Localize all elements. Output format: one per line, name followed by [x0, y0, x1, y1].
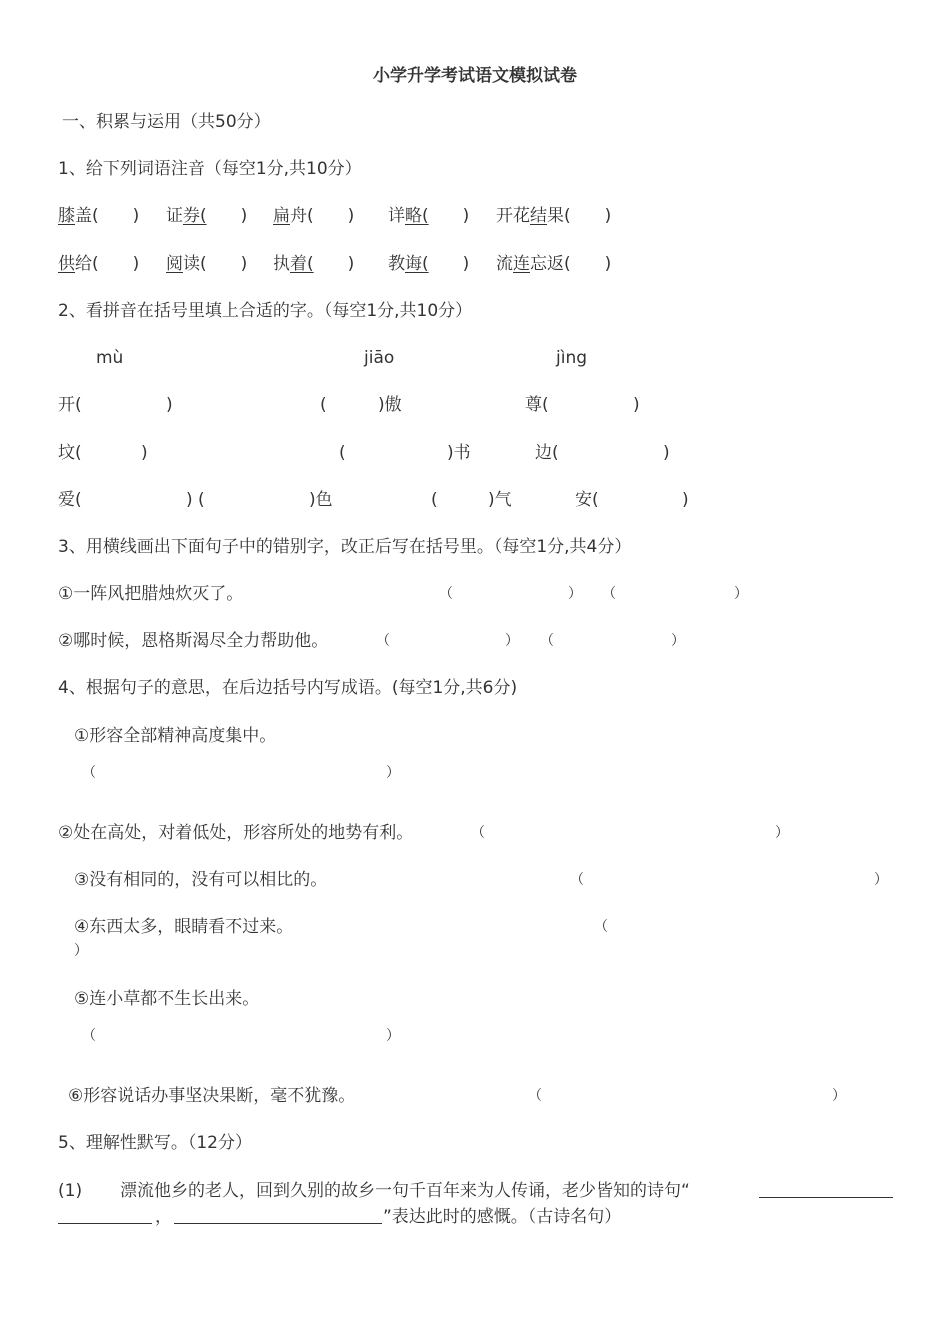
pinyin: jiāo	[364, 348, 395, 368]
q2-fill: 边(	[535, 443, 559, 463]
q2-fill: 尊(	[525, 395, 549, 415]
q2-fill: )	[663, 443, 670, 463]
fill-blank	[174, 1205, 382, 1231]
q2-fill: )	[682, 490, 689, 510]
answer-paren: ）	[671, 633, 685, 649]
answer-paren: （	[594, 919, 608, 935]
answer-paren: ）	[775, 825, 789, 841]
q2-fill: )	[166, 395, 173, 415]
comma: ，	[155, 1207, 172, 1227]
q4-item: ②处在高处，对着低处，形容所处的地势有利。	[58, 823, 414, 843]
q4-item: ⑤连小草都不生长出来。	[74, 989, 260, 1009]
q2-fill: (	[431, 490, 438, 510]
q2-fill: 坟(	[58, 443, 82, 463]
answer-paren: （	[602, 586, 616, 602]
q5-number: (1)	[58, 1181, 83, 1201]
q1-item: 扁舟( )	[273, 206, 355, 226]
q1-item: 阅读( )	[166, 254, 248, 274]
q1-item: 开花结果( )	[496, 206, 612, 226]
q3-sentence: ①一阵风把腊烛炊灭了。	[58, 584, 244, 604]
answer-paren: ）	[832, 1088, 846, 1104]
q2-fill: 安(	[575, 490, 599, 510]
q1-item: 供给( )	[58, 254, 140, 274]
answer-paren: ）	[386, 1028, 400, 1044]
answer-paren: （	[82, 765, 96, 781]
q5-text: 漂流他乡的老人，回到久别的故乡一句千百年来为人传诵，老少皆知的诗句“	[120, 1181, 690, 1201]
q2-fill: 开(	[58, 395, 82, 415]
q4-item: ⑥形容说话办事坚决果断，毫不犹豫。	[68, 1086, 356, 1106]
q2-fill: ) (	[186, 490, 205, 510]
q2-fill: (	[339, 443, 346, 463]
pinyin: jìng	[556, 348, 588, 368]
q4-item: ①形容全部精神高度集中。	[74, 726, 277, 746]
answer-paren: ）	[734, 586, 748, 602]
q2-fill: )色	[309, 490, 333, 510]
answer-paren: （	[570, 872, 584, 888]
answer-paren: ）	[874, 872, 888, 888]
answer-paren: ）	[386, 765, 400, 781]
answer-paren: （	[471, 825, 485, 841]
answer-paren: ）	[505, 633, 519, 649]
q3-sentence: ②哪时候，恩格斯渴尽全力帮助他。	[58, 631, 329, 651]
fill-blank	[58, 1205, 152, 1231]
q2-fill: )书	[447, 443, 471, 463]
page-title: 小学升学考试语文模拟试卷	[373, 66, 577, 86]
pinyin: mù	[96, 348, 124, 368]
q1-item: 证券( )	[166, 206, 248, 226]
q1-item: 流连忘返( )	[496, 254, 612, 274]
answer-paren: ）	[74, 943, 88, 959]
q4-item: ④东西太多，眼睛看不过来。	[74, 917, 294, 937]
q1-item: 执着( )	[273, 254, 355, 274]
answer-paren: （	[376, 633, 390, 649]
q5-heading: 5、理解性默写。（12分）	[58, 1133, 252, 1153]
answer-paren: ）	[568, 586, 582, 602]
q2-heading: 2、看拼音在括号里填上合适的字。（每空1分,共10分）	[58, 301, 473, 321]
q2-fill: )	[633, 395, 640, 415]
answer-paren: （	[528, 1088, 542, 1104]
q1-item: 膝盖( )	[58, 206, 140, 226]
part-one-heading: 一、积累与运用（共50分）	[62, 112, 271, 132]
q1-item: 详略( )	[388, 206, 470, 226]
answer-paren: （	[82, 1028, 96, 1044]
q3-heading: 3、用横线画出下面句子中的错别字，改正后写在括号里。（每空1分,共4分）	[58, 537, 632, 557]
q5-text-end: ”表达此时的感慨。（古诗名句）	[383, 1207, 622, 1227]
q1-item: 教诲( )	[388, 254, 470, 274]
q4-heading: 4、根据句子的意思，在后边括号内写成语。(每空1分,共6分)	[58, 678, 518, 698]
answer-paren: （	[540, 633, 554, 649]
q4-item: ③没有相同的，没有可以相比的。	[74, 870, 328, 890]
q2-fill: )	[141, 443, 148, 463]
q2-fill: )气	[488, 490, 512, 510]
q1-heading: 1、给下列词语注音（每空1分,共10分）	[58, 159, 362, 179]
q2-fill: 爱(	[58, 490, 82, 510]
q2-fill: (	[320, 395, 327, 415]
q2-fill: )傲	[378, 395, 402, 415]
answer-paren: （	[439, 586, 453, 602]
fill-blank	[759, 1179, 893, 1205]
